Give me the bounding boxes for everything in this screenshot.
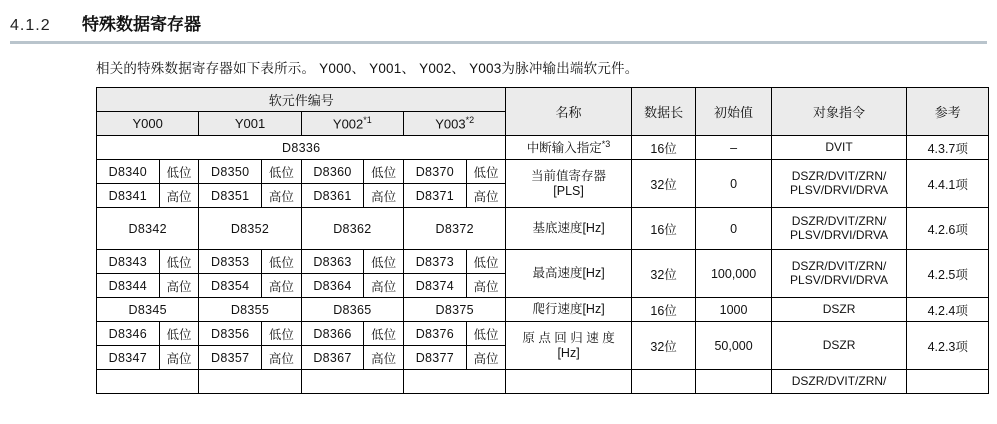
- row-name: [506, 160, 631, 208]
- device-bit-label-low: 低位: [364, 250, 404, 274]
- device-bit-label-low: 低位: [364, 160, 404, 184]
- device-cell-high: D8367: [301, 346, 364, 370]
- device-cell-single: D8375: [404, 298, 506, 322]
- table-row: [97, 208, 989, 250]
- device-cell-single: D8355: [199, 298, 301, 322]
- row-instruction: DSZR: [771, 322, 907, 370]
- table-row: [97, 322, 989, 346]
- row-reference: 4.2.6项: [907, 208, 989, 250]
- device-cell-low: D8376: [404, 322, 467, 346]
- device-cell-low: D8356: [199, 322, 262, 346]
- row-instruction: [771, 160, 907, 208]
- section-number: 4.1.2: [10, 17, 51, 34]
- device-bit-label-high: 高位: [364, 274, 404, 298]
- device-bit-label-high: 高位: [364, 346, 404, 370]
- section-title: 特殊数据寄存器: [82, 15, 201, 34]
- device-bit-label-high: 高位: [262, 184, 302, 208]
- device-cell-low: D8340: [97, 160, 160, 184]
- row-initial-value: 0: [696, 208, 771, 250]
- device-cell-high: D8347: [97, 346, 160, 370]
- row-reference: 4.2.4项: [907, 298, 989, 322]
- row-initial-value: 0: [696, 160, 771, 208]
- device-bit-label-high: 高位: [466, 274, 506, 298]
- row-initial-value: 100,000: [696, 250, 771, 298]
- device-cell-low: D8363: [301, 250, 364, 274]
- device-cell-high: D8374: [404, 274, 467, 298]
- device-bit-label-low: 低位: [262, 160, 302, 184]
- device-bit-label-high: 高位: [364, 184, 404, 208]
- device-cell-high: D8364: [301, 274, 364, 298]
- device-bit-label-low: 低位: [466, 322, 506, 346]
- row-instruction: [771, 250, 907, 298]
- row-name: 最高速度[Hz]: [506, 250, 631, 298]
- device-cell-high: D8341: [97, 184, 160, 208]
- table-head: [97, 88, 989, 136]
- device-cell-low: D8343: [97, 250, 160, 274]
- device-cell-high: D8344: [97, 274, 160, 298]
- device-cell-single: [404, 370, 506, 394]
- device-cell-high: D8354: [199, 274, 262, 298]
- device-cell-single: D8342: [97, 208, 199, 250]
- device-cell-high: D8357: [199, 346, 262, 370]
- row-instruction: [771, 208, 907, 250]
- device-cell-low: D8346: [97, 322, 160, 346]
- device-cell-single: D8345: [97, 298, 199, 322]
- device-cell-single: [97, 370, 199, 394]
- row-instruction-line1: DSZR/DVIT/ZRN/: [791, 213, 887, 228]
- device-cell-low: D8373: [404, 250, 467, 274]
- device-cell-high: D8351: [199, 184, 262, 208]
- group-header-device-number: 软元件编号: [97, 88, 506, 112]
- device-bit-label-high: 高位: [466, 346, 506, 370]
- device-bit-label-high: 高位: [159, 346, 199, 370]
- table-row: [97, 160, 989, 184]
- header-device-y003: Y003$^{*2}$: [404, 112, 506, 136]
- device-cell-single: [199, 370, 301, 394]
- row-data-length: 16位: [631, 298, 696, 322]
- device-cell-single: [301, 370, 403, 394]
- header-device-y000: Y000: [97, 112, 199, 136]
- row-name: [506, 322, 631, 370]
- table-row: [97, 250, 989, 274]
- table-body: [97, 136, 989, 394]
- device-cell-low: D8370: [404, 160, 467, 184]
- row-initial-value: –: [696, 136, 771, 160]
- row-data-length: 32位: [631, 250, 696, 298]
- intro-paragraph: 相关的特殊数据寄存器如下表所示。 Y000、 Y001、 Y002、 Y003为脉冲输出端软元件。: [96, 61, 639, 76]
- device-bit-label-low: 低位: [262, 250, 302, 274]
- device-bit-label-high: 高位: [262, 346, 302, 370]
- row-name: [506, 370, 631, 394]
- row-instruction-line2: PLSV/DRVI/DRVA: [790, 227, 889, 242]
- row-name: 爬行速度[Hz]: [506, 298, 631, 322]
- device-bit-label-low: 低位: [159, 322, 199, 346]
- device-bit-label-low: 低位: [466, 250, 506, 274]
- device-bit-label-low: 低位: [159, 160, 199, 184]
- row-reference: 4.2.5项: [907, 250, 989, 298]
- device-cell-single: D8362: [301, 208, 403, 250]
- device-cell-high: D8377: [404, 346, 467, 370]
- device-bit-label-low: 低位: [159, 250, 199, 274]
- device-cell-merged: D8336: [97, 136, 506, 160]
- row-reference: [907, 370, 989, 394]
- row-reference: 4.2.3项: [907, 322, 989, 370]
- row-data-length: 16位: [631, 136, 696, 160]
- device-cell-high: D8371: [404, 184, 467, 208]
- device-cell-single: D8372: [404, 208, 506, 250]
- row-instruction-line1: DSZR/DVIT/ZRN/: [791, 168, 887, 183]
- header-data-length: 数据长: [631, 88, 696, 136]
- row-data-length: 16位: [631, 208, 696, 250]
- row-name-line1: 原 点 回 归 速 度: [522, 331, 615, 346]
- row-instruction: DVIT: [771, 136, 907, 160]
- device-bit-label-low: 低位: [466, 160, 506, 184]
- device-cell-low: D8360: [301, 160, 364, 184]
- row-instruction-line2: PLSV/DRVI/DRVA: [790, 272, 889, 287]
- row-name: 基底速度[Hz]: [506, 208, 631, 250]
- row-initial-value: 1000: [696, 298, 771, 322]
- row-initial-value: [696, 370, 771, 394]
- header-device-y002: Y002$^{*1}$: [301, 112, 403, 136]
- row-instruction-line1: DSZR/DVIT/ZRN/: [791, 258, 887, 273]
- table-row: [97, 298, 989, 322]
- row-name-line2: [Hz]: [557, 345, 580, 360]
- device-bit-label-high: 高位: [159, 184, 199, 208]
- row-data-length: 32位: [631, 322, 696, 370]
- row-name-line2: [PLS]: [553, 183, 584, 198]
- device-cell-single: D8365: [301, 298, 403, 322]
- device-cell-low: D8350: [199, 160, 262, 184]
- row-instruction: DSZR/DVIT/ZRN/: [771, 370, 907, 394]
- header-target-instruction: 对象指令: [771, 88, 907, 136]
- table-row: [97, 136, 989, 160]
- device-bit-label-low: 低位: [262, 322, 302, 346]
- row-reference: 4.4.1项: [907, 160, 989, 208]
- device-bit-label-high: 高位: [262, 274, 302, 298]
- header-device-y001: Y001: [199, 112, 301, 136]
- table-header-row-1: [97, 88, 989, 112]
- device-bit-label-high: 高位: [159, 274, 199, 298]
- register-table-wrapper: [96, 87, 989, 394]
- device-cell-high: D8361: [301, 184, 364, 208]
- row-instruction: DSZR: [771, 298, 907, 322]
- table-row-partial: [97, 370, 989, 394]
- special-data-register-table: [96, 87, 989, 394]
- row-name-line1: 当前值寄存器: [531, 169, 607, 184]
- row-reference: 4.3.7项: [907, 136, 989, 160]
- device-cell-low: D8353: [199, 250, 262, 274]
- section-heading: [0, 0, 997, 35]
- device-cell-low: D8366: [301, 322, 364, 346]
- heading-divider: [10, 41, 987, 44]
- row-instruction-line2: PLSV/DRVI/DRVA: [790, 182, 889, 197]
- header-initial-value: 初始值: [696, 88, 771, 136]
- header-reference: 参考: [907, 88, 989, 136]
- device-cell-single: D8352: [199, 208, 301, 250]
- header-name: 名称: [506, 88, 631, 136]
- row-data-length: 32位: [631, 160, 696, 208]
- device-bit-label-low: 低位: [364, 322, 404, 346]
- row-name: 中断输入指定$^{*3}$: [506, 136, 631, 160]
- row-initial-value: 50,000: [696, 322, 771, 370]
- device-bit-label-high: 高位: [466, 184, 506, 208]
- row-data-length: [631, 370, 696, 394]
